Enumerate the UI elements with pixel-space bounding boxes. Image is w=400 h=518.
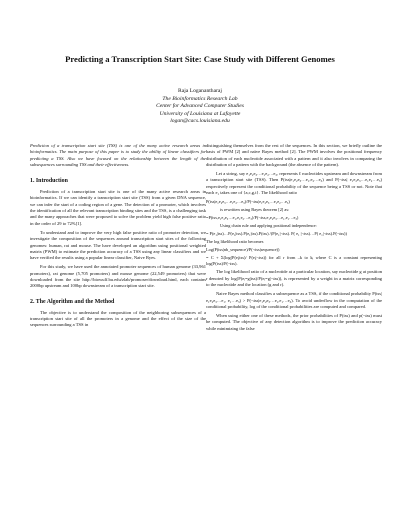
intro-paragraph-3: For this study, we have used the annotated promoter sequences of human genome (33,961 promoters), rat genome (5,705 promoters) and mouse genome (22,549 promoters) that were downloaded from the site http://biowulf.bu.edu/zlab/promoser/download.html, each contains 2000bp upstream and 100bp downstream of a transcription start site. (30, 264, 206, 289)
author-center: Center for Advanced Computer Studies (156, 103, 244, 110)
right-paragraph-6: The log likelihood ratio of a nucleotide at a particular location, say nucleotide g at position r denoted by log(P(eᵢ=g|tss)/P(eᵢ=g|¬tss)), is represented by a weight in a matrix corresponding to the nucleotide and the location (g and r). (206, 269, 382, 287)
equation-4: Log(P(tss|nb_sequence)/P(¬tss|sequence)) (206, 247, 280, 253)
section-heading-introduction: 1. Introduction (30, 178, 68, 185)
equation-2: =P(tss,e₁e₂e₃…e₁,e₁e₂…e₃)/P(¬tss,e₁e₂e₃…e₁,e₁…e₃) (206, 215, 299, 221)
equation-text-3: The log likelihood ratio becomes (206, 239, 264, 245)
intro-paragraph-1: Prediction of a transcription start site is one of the many active research areas in bioinformatics. If we can identify a transcription start site (TSS) from a given DNA sequence, we can infer the start of a coding region of a gene. The detection of a promoter, which involves the identification of all the relevant transcription binding sites and the TSS, is a challenging task and the many approaches that were proposed to solve the problem yield high false positive ratio in the order of 29 to 72%[1]. (30, 189, 206, 226)
author-lab: The Bioinformatics Research Lab (162, 95, 238, 102)
equation-5: = C + Σ(log(P(eᵢ|tss)/ P(eᵢ|¬tss)) for all r from –k to kᵢ where C is a constant representing log(P(tss)/P(¬tss). (206, 255, 382, 267)
right-paragraph-7: Naive Bayes method classifies a subsequence as a TSS, if the conditional probability P(tss| e₁e₂e₃…e₁, e₁…e₃) > P(¬tss|e₁e₂e₃…e₁,e₁…e₃). To avoid underflow in the computation of the conditional probability, log of the conditional probabilities are computed and compared. (206, 291, 382, 309)
right-paragraph-1: distinguishing themselves from the rest of the sequences. In this section, we briefly outline the basis of PWM [2] and naïve Bayes method [2]. The PWM involves the positional frequency distribution of each nucleotide associated with a pattern and it also involves in comparing the distribution of a pattern with the background (the absence of the pattern). (206, 143, 382, 167)
abstract: Prediction of a transcription start site (TSS) is one of the many active research areas in bioinformatics. The main purpose of this paper is to study the ability of linear classifiers for predicting a TSS. Also we have focused on the relationship between the length of the subsequences surrounding TSS and their effectiveness. (30, 143, 206, 167)
author-block (100, 88, 300, 126)
right-paragraph-8: When using either one of these methods, the prior probabilities of P(tss) and p(¬tss) must be computed. The objective of any detection algorithm is to improve the prediction accuracy while minimizing the false (206, 313, 382, 331)
section-heading-method: 2. The Algorithm and the Method (30, 298, 115, 305)
right-column (206, 143, 382, 335)
equation-text-1: is rewritten using Bayes theorem [2] as: (220, 207, 290, 213)
author-name: Raja Loganantharaj (178, 88, 222, 94)
author-university: University of Louisiana at Lafayette (159, 110, 241, 117)
paper-title: Predicting a Transcription Start Site: Case Study with Different Genomes (65, 54, 335, 64)
right-paragraph-2: Let a string, say e₁e₂e₃…e₁e₂…e₃, represents ℓ nucleotides upstream and downstream from a transcription start site (TSS). Then P(tss|e₁e₂e₃…e₁,e₂…e₃) and P(¬tss| e₁e₂e₃…e₁e₂…e₃) respectively represent the conditional probability of the sequence being a TSS or not. Note that each e₁ takes one of {a,c,g,t}. The likelihood ratio (206, 171, 382, 196)
equation-3: = P(e₁|tss)…P(e₁|tss).P(e₁|tss).P(tss) /(P(e₁|¬tss). P( e₁ |¬tss)…P( e₁|¬tss).P(¬tss)) (206, 231, 347, 237)
method-paragraph-1: The objective is to understand the composition of the neighboring subsequences of a transcription start site of all the promoters in a genome and the effect of the size of the sequences surrounding a TSS in (30, 309, 206, 328)
author-email: logan@cacs.louisiana.edu (170, 118, 230, 125)
equation-text-2: Using chain rule and applying positional independence: (220, 223, 317, 229)
left-column (30, 143, 206, 332)
intro-paragraph-2: To understand and to improve the very high false positive ratio of promoter detection, we investigate the composition of the sequences around transcription start sites of the following genomes: human, rat and mouse. The have developed an algorithm using positional weighted matrix (PWM) to estimate the prediction accuracy of a TSS using any linear classifiers and we have verified the results using a popular linear classifier, Naive Byes. (30, 229, 206, 261)
equation-1: P(tss|e₁e₂e₃…e₁e₂…e₃)/P(¬tss|e₁e₂e₃…e₁e₂…e₃) (206, 199, 290, 205)
